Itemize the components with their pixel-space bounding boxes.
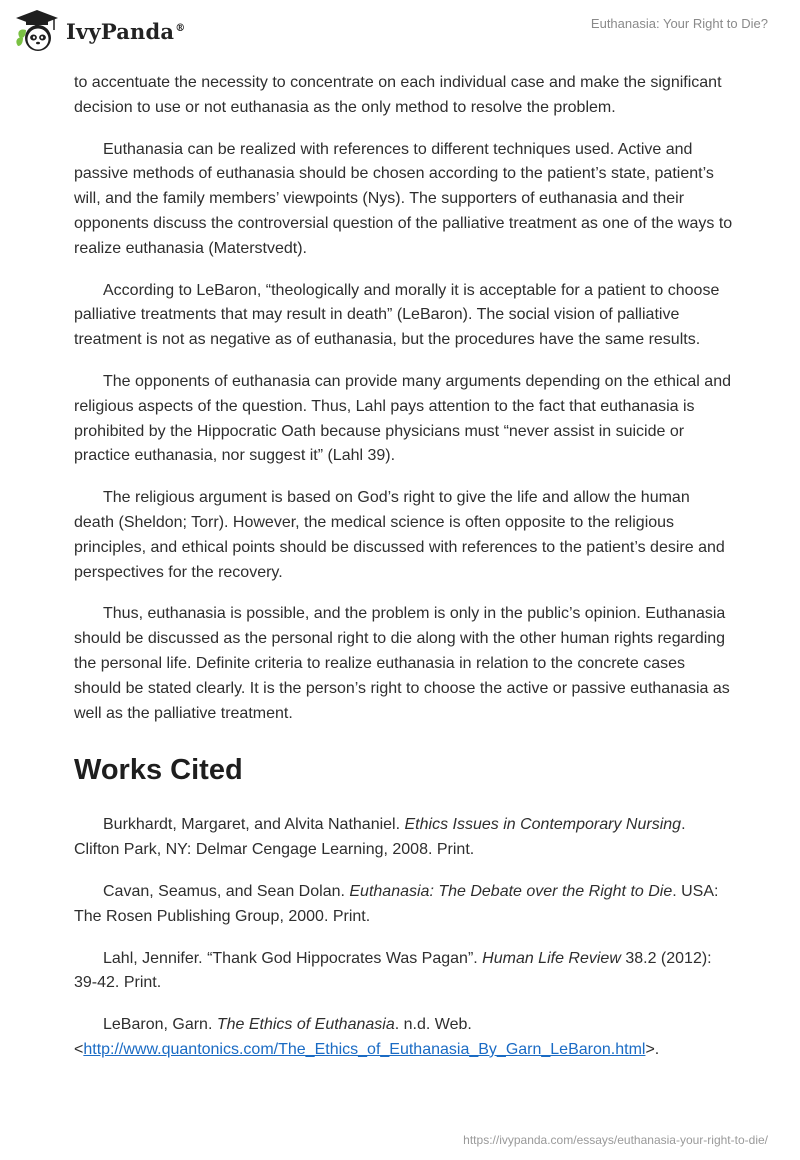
document-title: Euthanasia: Your Right to Die? xyxy=(590,16,768,31)
paragraph: The opponents of euthanasia can provide many arguments depending on the ethical and religious aspects of the question. Thus, Lahl pays attention to the fact that euthanasia is prohibited by the Hippocratic Oath because physicians must “never assist in suicide or practice euthanasia, nor suggest it” (Lahl 39). xyxy=(74,372,731,465)
citation-entry: Cavan, Seamus, and Sean Dolan. Euthanasia: The Debate over the Right to Die. USA: The Rosen Publishing Group, 2000. Print. xyxy=(74,882,719,925)
brand-name: IvyPanda® xyxy=(66,18,186,44)
ivypanda-logo[interactable] xyxy=(14,8,185,54)
paragraph: Thus, euthanasia is possible, and the problem is only in the public’s opinion. Euthanasia should be discussed as the personal right to die along with the other human rights regarding the personal life. Definite criteria to realize euthanasia in relation to the concrete cases should be stated clearly. It is the person’s right to choose the active or passive euthanasia as well as the palliative treatment. xyxy=(74,605,730,722)
paragraph: Euthanasia can be realized with references to different techniques used. Active and passive methods of euthanasia should be chosen according to the patient’s state, patient’s will, and the family members’ viewpoints (Nys). The supporters of euthanasia and their opponents discuss the controversial question of the palliative treatment as one of the ways to realize euthanasia (Materstvedt). xyxy=(74,140,733,257)
citation-entry: LeBaron, Garn. The Ethics of Euthanasia. n.d. Web. <http://www.quantonics.com/The_Ethics_of_Euthanasia_By_Garn_LeBaron.html>. xyxy=(74,1016,660,1058)
paragraph: to accentuate the necessity to concentrate on each individual case and make the significant decision to use or not euthanasia as the only method to resolve the problem. xyxy=(74,74,722,116)
paragraph: The religious argument is based on God’s right to give the life and allow the human death (Sheldon; Torr). However, the medical science is often opposite to the religious principles, and ethical points should be discussed with references to the patient’s desire and perspectives for the recovery. xyxy=(74,489,725,581)
citation-entry: Burkhardt, Margaret, and Alvita Nathaniel. Ethics Issues in Contemporary Nursing. Clifton Park, NY: Delmar Cengage Learning, 2008. Print. xyxy=(74,816,686,859)
source-url[interactable]: https://ivypanda.com/essays/euthanasia-your-right-to-die/ xyxy=(463,1133,768,1147)
essay-body xyxy=(74,71,734,1080)
page-header xyxy=(0,0,800,64)
works-cited-heading: Works Cited xyxy=(74,754,243,787)
paragraph: According to LeBaron, “theologically and morally it is acceptable for a patient to choose palliative treatments that may result in death” (LeBaron). The social vision of palliative treatment is not as negative as of euthanasia, but the procedures have the same results. xyxy=(74,281,720,349)
citation-link[interactable]: http://www.quantonics.com/The_Ethics_of_Euthanasia_By_Garn_LeBaron.html xyxy=(83,1040,646,1058)
citation-entry: Lahl, Jennifer. “Thank God Hippocrates Was Pagan”. Human Life Review 38.2 (2012): 39-42. Print. xyxy=(74,949,712,992)
panda-graduate-icon xyxy=(14,8,60,54)
